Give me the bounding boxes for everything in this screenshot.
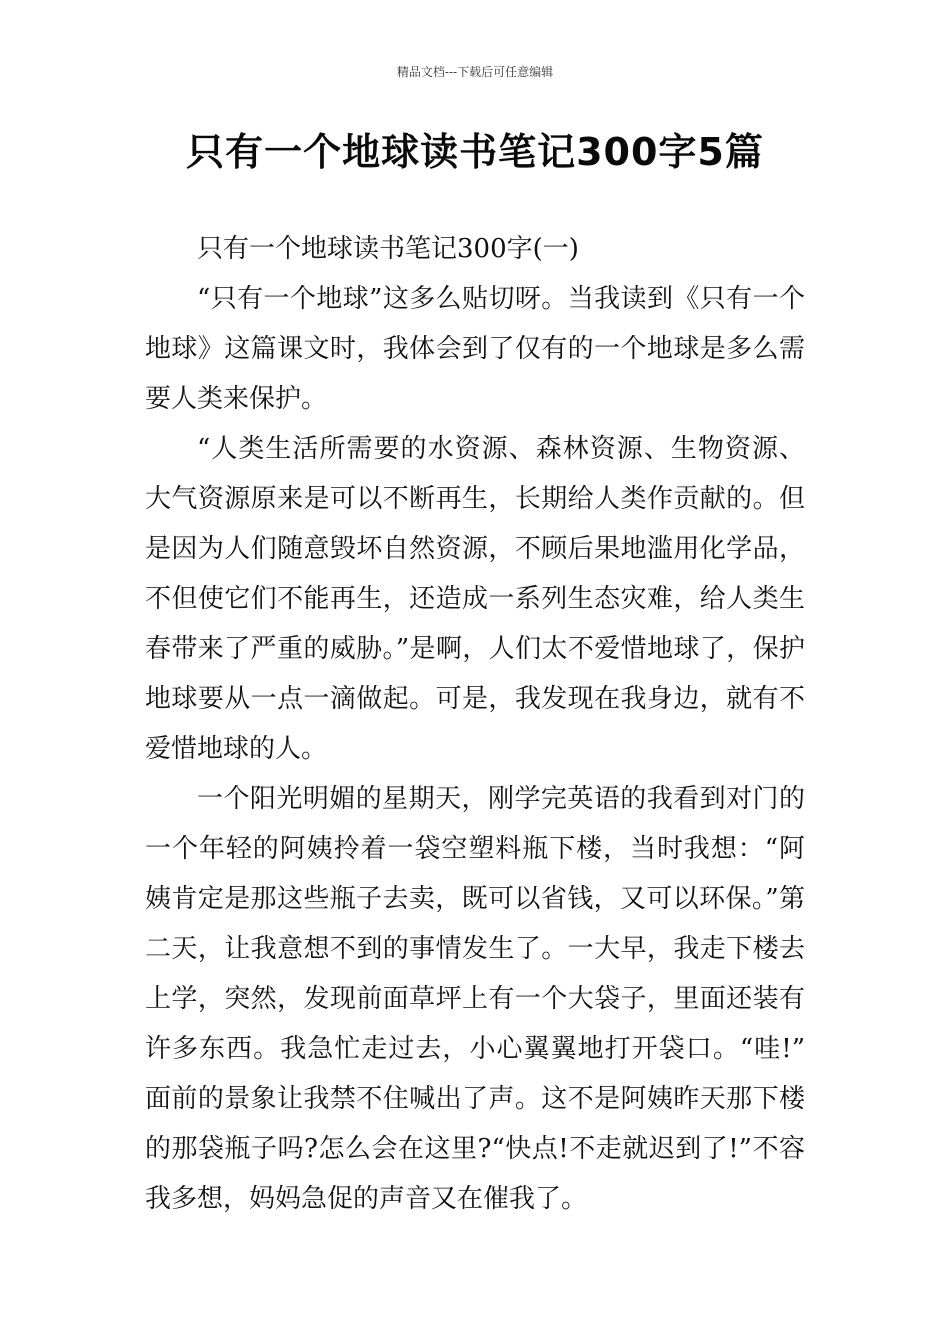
paragraph: “只有一个地球”这多么贴切呀。当我读到《只有一个地球》这篇课文时，我体会到了仅有的一个地球是多么需要人类来保护。 bbox=[145, 284, 805, 414]
document-title: 只有一个地球读书笔记300字5篇 bbox=[186, 130, 764, 174]
paragraph: 一个阳光明媚的星期天，刚学完英语的我看到对门的一个年轻的阿姨拎着一袋空塑料瓶下楼，当时我想：“阿姨肯定是那这些瓶子去卖，既可以省钱，又可以环保。”第二天，让我意想不到的事情发生了。一大早，我走下楼去上学，突然，发现前面草坪上有一个大袋子，里面还装有许多东西。我急忙走过去，小心翼翼地打开袋口。“哇!”面前的景象让我禁不住喊出了声。这不是阿姨昨天那下楼的那袋瓶子吗?怎么会在这里?“快点!不走就迟到了!”不容我多想，妈妈急促的声音又在催我了。 bbox=[145, 784, 805, 1214]
page-header: 精品文档---下载后可任意编辑 bbox=[396, 65, 554, 79]
section-heading: 只有一个地球读书笔记300字(一) bbox=[197, 234, 579, 264]
paragraph: “人类生活所需要的水资源、森林资源、生物资源、大气资源原来是可以不断再生，长期给人类作贡献的。但是因为人们随意毁坏自然资源，不顾后果地滥用化学品，不但使它们不能再生，还造成一系列生态灾难，给人类生春带来了严重的威胁。”是啊，人们太不爱惜地球了，保护地球要从一点一滴做起。可是，我发现在我身边，就有不爱惜地球的人。 bbox=[145, 434, 805, 764]
document-body bbox=[145, 224, 805, 1224]
